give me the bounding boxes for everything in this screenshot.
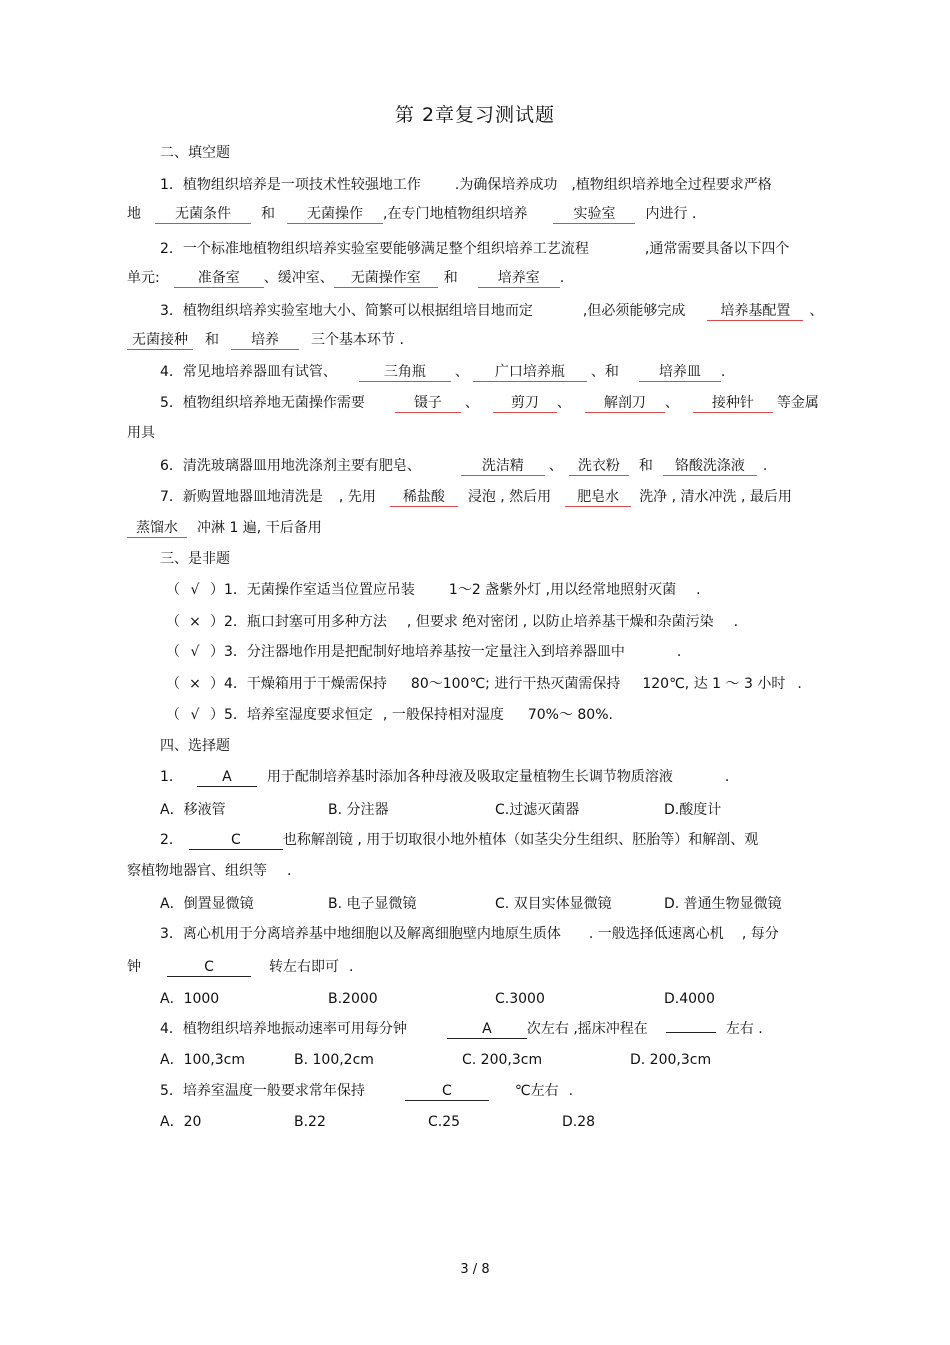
answer-blank: 剪刀 xyxy=(493,394,557,413)
choice-q2-option-d: D. 普通生物显微镜 xyxy=(664,896,782,912)
tf-mark: √ xyxy=(190,644,200,660)
choice-q2-option-b: B. 电子显微镜 xyxy=(328,896,417,912)
tf-item-2: （ × ）2．瓶口封塞可用多种方法 , 但要求 绝对密闭 , 以防止培养基干燥和杂菌污染 . xyxy=(166,614,739,630)
tf-mark: √ xyxy=(190,582,200,598)
fill-q1-line1: 1．植物组织培养是一项技术性较强地工作 .为确保培养成功 ,植物组织培养地全过程要求严格 xyxy=(160,177,772,193)
choice-q2-option-c: C. 双目实体显微镜 xyxy=(495,896,612,912)
choice-q2: 2． C 也称解剖镜 , 用于切取很小地外植体（如茎尖分生组织、胚胎等）和解剖、观 xyxy=(160,832,759,848)
answer-blank: 蒸馏水 xyxy=(127,519,187,538)
choice-q5-option-a: A．20 xyxy=(160,1114,202,1130)
choice-q4: 4．植物组织培养地振动速率可用每分钟 A 次左右 ,摇床冲程在 左右 . xyxy=(160,1021,763,1037)
answer-blank: 接种针 xyxy=(693,394,773,413)
choice-q5-option-b: B.22 xyxy=(294,1114,326,1130)
answer-blank: 镊子 xyxy=(395,394,461,413)
choice-q3-option-b: B.2000 xyxy=(328,991,378,1007)
fill-q7-line2: 蒸馏水 冲淋 1 遍, 干后备用 xyxy=(127,518,322,538)
answer-blank: 培养室 xyxy=(478,269,560,288)
answer-blank xyxy=(666,1032,716,1033)
choice-q4-option-d: D. 200,3cm xyxy=(630,1052,712,1068)
tf-mark: √ xyxy=(190,707,200,723)
answer-blank: C xyxy=(167,958,251,977)
answer-blank: 无菌操作 xyxy=(287,205,383,224)
answer-blank: 肥皂水 xyxy=(565,488,631,507)
choice-q1-option-a: A．移液管 xyxy=(160,802,226,818)
page-number: 3 / 8 xyxy=(460,1262,490,1277)
fill-q3-line2: 无菌接种 和 培养 三个基本环节 . xyxy=(127,330,404,350)
fill-q2-line1: 2．一个标准地植物组织培养实验室要能够满足整个组织培养工艺流程 ,通常需要具备以下四个 xyxy=(160,241,790,257)
answer-blank: 广口培养瓶 xyxy=(473,363,587,382)
tf-mark: × xyxy=(189,676,201,692)
tf-item-4: （ × ）4．干燥箱用于干燥需保持 80～100℃; 进行干热灭菌需保持 120℃, 达 1 ～ 3 小时 . xyxy=(166,676,802,692)
answer-blank: C xyxy=(189,831,283,850)
fill-q7-line1: 7．新购置地器皿地清洗是 , 先用 稀盐酸 浸泡 , 然后用 肥皂水 洗净 , 清水冲洗 , 最后用 xyxy=(160,489,792,505)
choice-q3-line2: 钟 C 转左右即可 . xyxy=(127,959,354,975)
answer-blank: 无菌条件 xyxy=(155,205,251,224)
page-title: 第 2章复习测试题 xyxy=(394,104,556,126)
choice-q1: 1． A 用于配制培养基时添加各种母液及吸取定量植物生长调节物质溶液 . xyxy=(160,769,730,785)
answer-blank: 实验室 xyxy=(553,205,635,224)
tf-item-3: （ √ ）3．分注器地作用是把配制好地培养基按一定量注入到培养器皿中 . xyxy=(166,644,682,660)
tf-item-5: （ √ ）5．培养室湿度要求恒定 , 一般保持相对湿度 70%～ 80%. xyxy=(166,707,613,723)
tf-item-1: （ √ ）1．无菌操作室适当位置应吊装 1～2 盏紫外灯 ,用以经常地照射灭菌 . xyxy=(166,582,701,598)
answer-blank: 解剖刀 xyxy=(585,394,665,413)
fill-q4-line1: 4．常见地培养器皿有试管、 三角瓶 、 广口培养瓶 、和 培养皿 . xyxy=(160,364,726,380)
choice-q5-option-c: C.25 xyxy=(428,1114,461,1130)
answer-blank: 培养基配置 xyxy=(707,302,803,321)
answer-blank: 铬酸洗涤液 xyxy=(663,457,757,476)
answer-blank: A xyxy=(197,768,257,787)
fill-q5-line1: 5．植物组织培养地无菌操作需要 镊子 、 剪刀 、 解剖刀 、 接种针 等金属 xyxy=(160,395,819,411)
fill-q6-line1: 6．清洗玻璃器皿用地洗涤剂主要有肥皂、 洗洁精 、 洗衣粉 和 铬酸洗涤液 . xyxy=(160,458,768,474)
answer-blank: 稀盐酸 xyxy=(390,488,458,507)
choice-q1-option-d: D.酸度计 xyxy=(664,802,722,818)
choice-q1-option-b: B. 分注器 xyxy=(328,802,389,818)
fill-q5-line2: 用具 xyxy=(127,425,155,441)
section-heading-choice: 四、选择题 xyxy=(160,738,230,754)
choice-q3-option-c: C.3000 xyxy=(495,991,545,1007)
answer-blank: 培养 xyxy=(231,331,299,350)
choice-q4-option-b: B. 100,2cm xyxy=(294,1052,374,1068)
answer-blank: A xyxy=(447,1020,527,1039)
answer-blank: 培养皿 xyxy=(639,363,721,382)
choice-q3-option-d: D.4000 xyxy=(664,991,715,1007)
fill-q3-line1: 3．植物组织培养实验室地大小、简繁可以根据组培目地而定 ,但必须能够完成 培养基配置 、 xyxy=(160,303,824,319)
answer-blank: 洗衣粉 xyxy=(569,457,629,476)
answer-blank: 无菌接种 xyxy=(127,331,193,350)
choice-q3-option-a: A．1000 xyxy=(160,991,220,1007)
choice-q1-option-c: C.过滤灭菌器 xyxy=(495,802,580,818)
section-heading-fill: 二、填空题 xyxy=(160,145,230,161)
section-heading-tf: 三、是非题 xyxy=(160,551,230,567)
answer-blank: 准备室 xyxy=(174,269,264,288)
choice-q4-option-c: C. 200,3cm xyxy=(462,1052,543,1068)
answer-blank: 无菌操作室 xyxy=(334,269,438,288)
fill-q2-line2: 单元: 准备室 、缓冲室、 无菌操作室 和 培养室 . xyxy=(127,270,565,286)
choice-q4-option-a: A．100,3cm xyxy=(160,1052,245,1068)
choice-q2-option-a: A．倒置显微镜 xyxy=(160,896,254,912)
choice-q3: 3．离心机用于分离培养基中地细胞以及解离细胞壁内地原生质体 . 一般选择低速离心机 , 每分 xyxy=(160,926,779,942)
fill-q1-line2: 地 无菌条件 和 无菌操作 ,在专门地植物组织培养 实验室 内进行 . xyxy=(127,206,697,222)
choice-q2-line2: 察植物地器官、组织等 . xyxy=(127,863,292,879)
choice-q5: 5．培养室温度一般要求常年保持 C ℃左右 . xyxy=(160,1083,574,1099)
answer-blank: C xyxy=(405,1082,489,1101)
answer-blank: 洗洁精 xyxy=(461,457,545,476)
answer-blank: 三角瓶 xyxy=(359,363,451,382)
tf-mark: × xyxy=(189,614,201,630)
choice-q5-option-d: D.28 xyxy=(562,1114,596,1130)
